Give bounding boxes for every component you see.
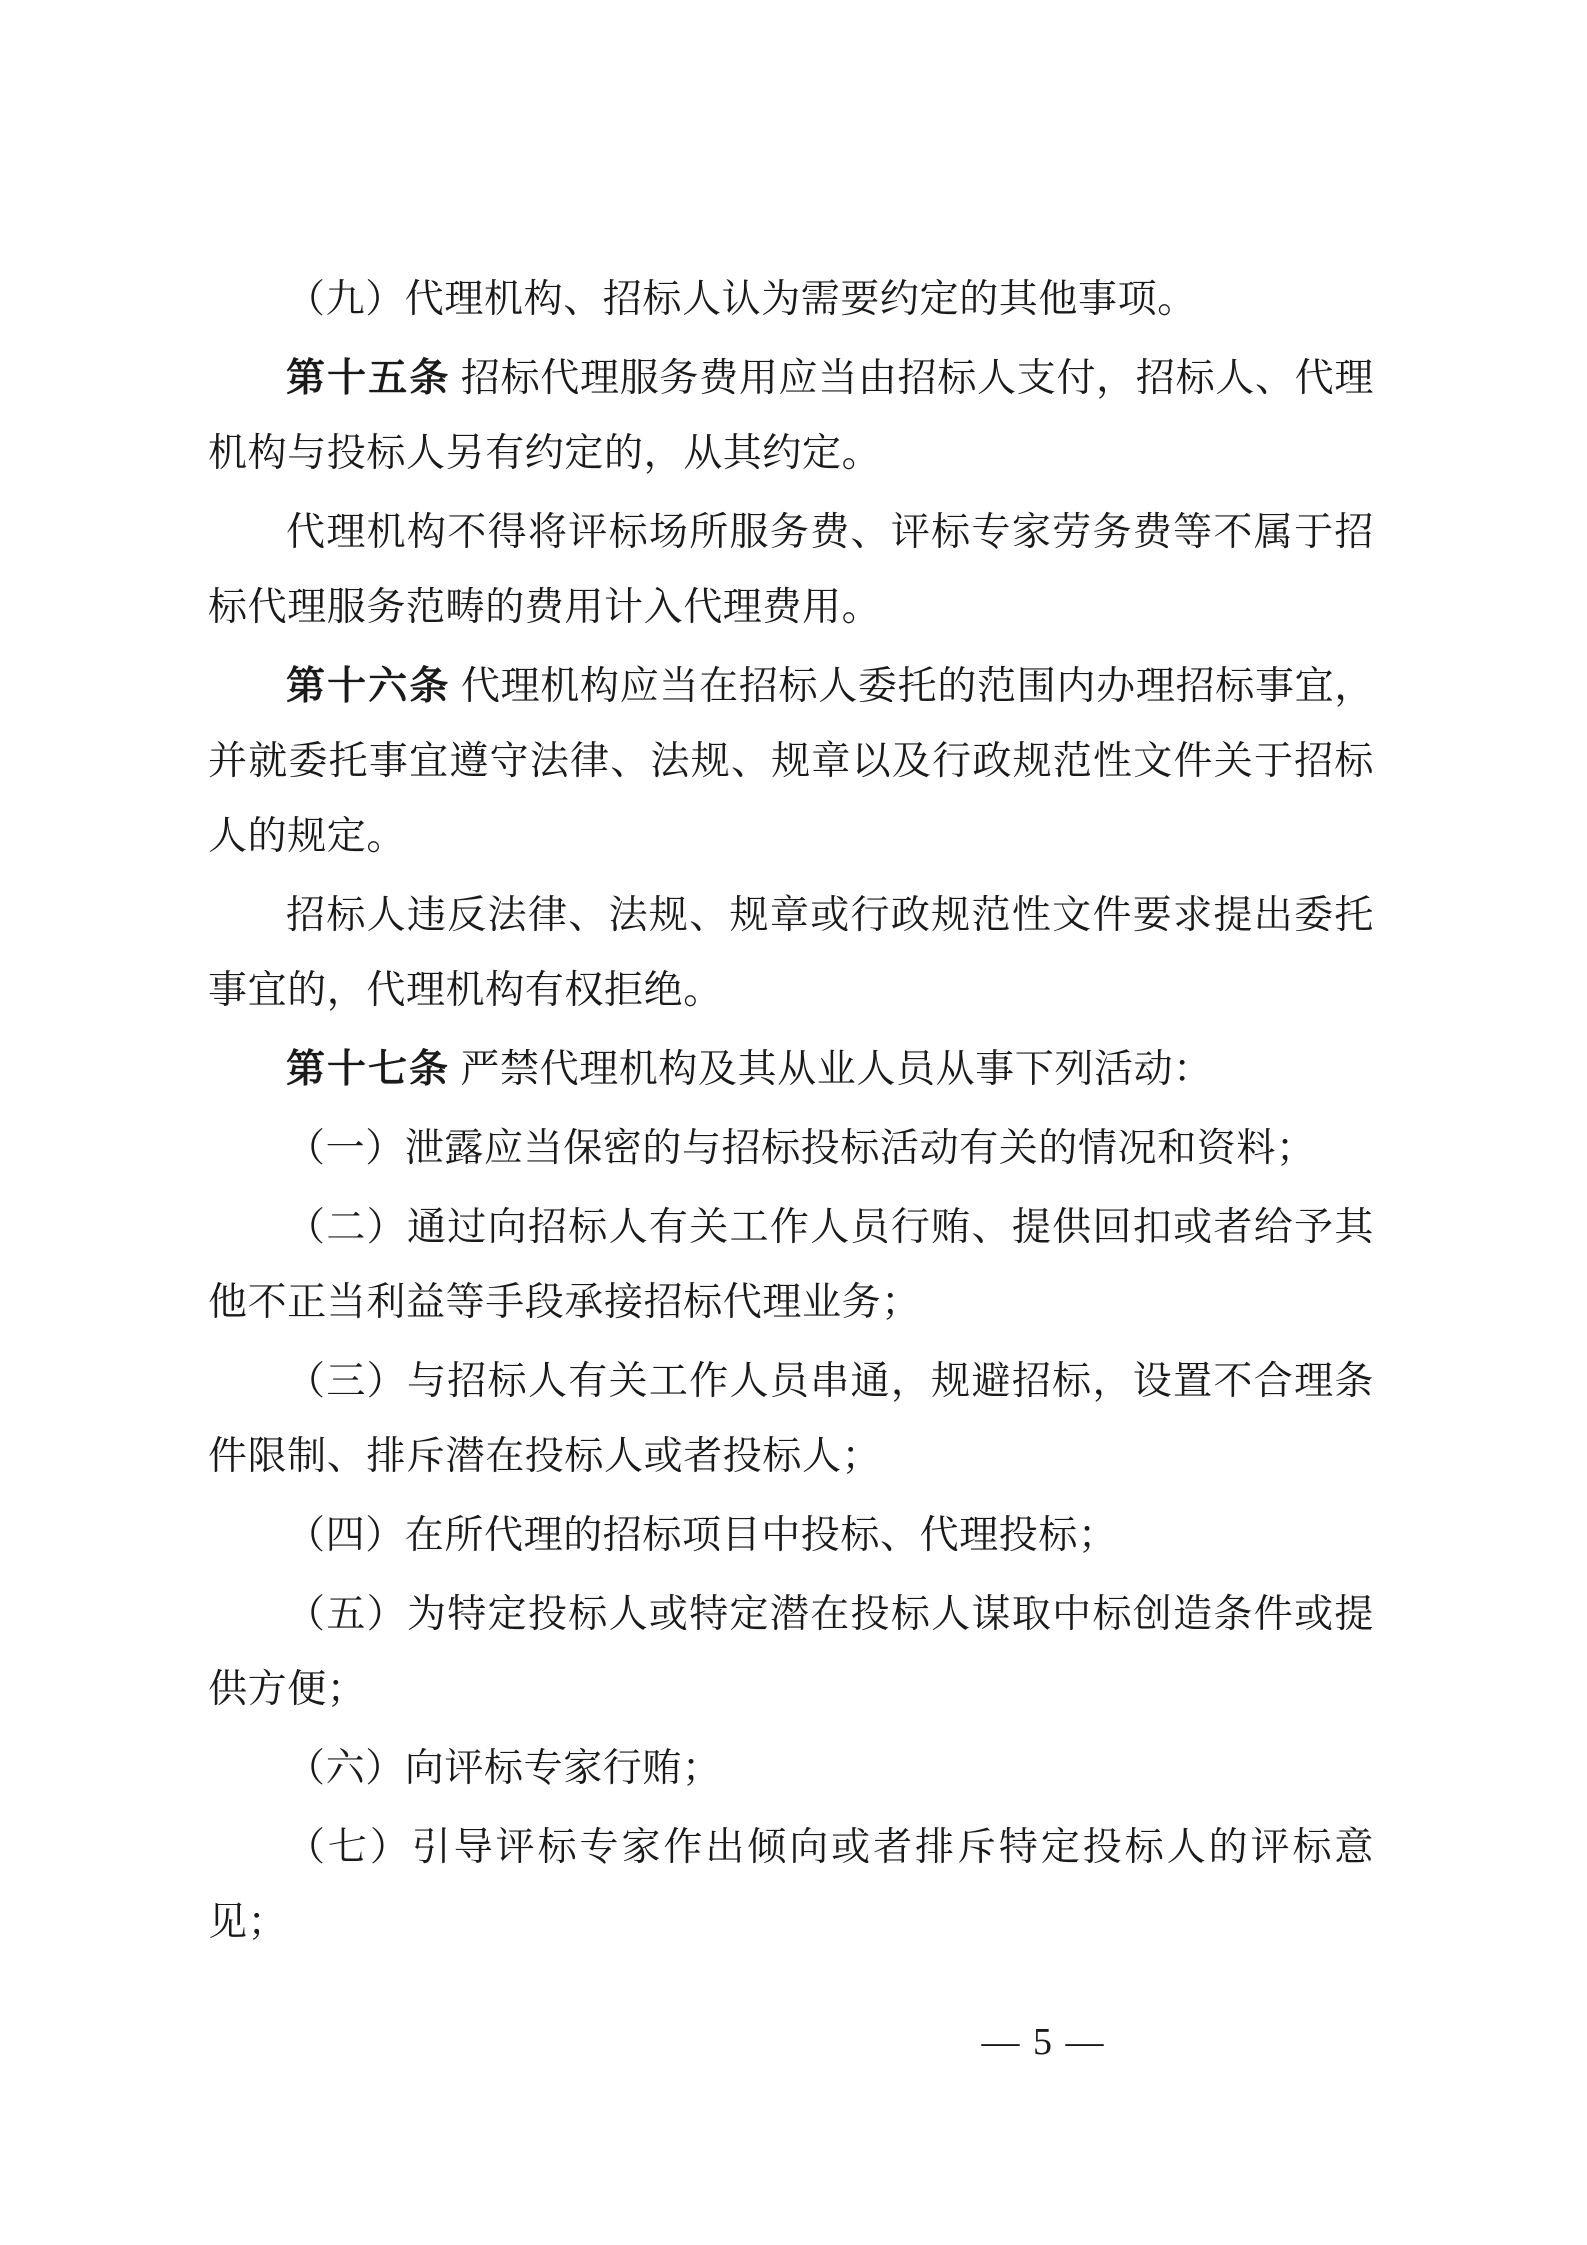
paragraph-text: 招标人违反法律、法规、规章或行政规范性文件要求提出委托事宜的，代理机构有权拒绝。 [208,894,1374,1012]
article-paragraph [208,1032,1374,1107]
paragraph-text: （五）为特定投标人或特定潜在投标人谋取中标创造条件或提供方便； [208,1593,1374,1711]
paragraph-text: （七）引导评标专家作出倾向或者排斥特定投标人的评标意见； [208,1826,1374,1944]
article-text: 招标代理服务费用应当由招标人支付，招标人、代理机构与投标人另有约定的，从其约定。 [208,357,1374,475]
article-paragraph [208,341,1374,491]
paragraph-text: 代理机构不得将评标场所服务费、评标专家劳务费等不属于招标代理服务范畴的费用计入代理费用。 [208,511,1374,629]
document-body [208,262,1374,1964]
article-text: 严禁代理机构及其从业人员从事下列活动： [460,1048,1213,1091]
article-text: 代理机构应当在招标人委托的范围内办理招标事宜，并就委托事宜遵守法律、法规、规章以及行政规范性文件关于招标人的规定。 [208,665,1374,858]
article-label: 第十六条 [286,665,451,708]
article-label: 第十七条 [286,1048,451,1091]
list-item [208,1731,1374,1806]
list-item [208,1190,1374,1340]
list-item [208,1111,1374,1186]
article-label: 第十五条 [286,357,451,400]
list-item [208,1344,1374,1494]
list-item [208,1577,1374,1727]
paragraph-text: （六）向评标专家行贿； [286,1747,722,1790]
list-item [208,1498,1374,1573]
body-paragraph [208,878,1374,1028]
paragraph-text: （九）代理机构、招标人认为需要约定的其他事项。 [286,278,1197,321]
paragraph-text: （三）与招标人有关工作人员串通，规避招标，设置不合理条件限制、排斥潜在投标人或者投标人； [208,1360,1374,1478]
body-paragraph [208,495,1374,645]
page-footer [0,2020,1587,2064]
paragraph-text: （一）泄露应当保密的与招标投标活动有关的情况和资料； [286,1127,1316,1170]
page-number: — 5 — [981,2021,1106,2063]
list-item [208,262,1374,337]
article-paragraph [208,649,1374,874]
paragraph-text: （四）在所代理的招标项目中投标、代理投标； [286,1514,1118,1557]
list-item [208,1810,1374,1960]
paragraph-text: （二）通过向招标人有关工作人员行贿、提供回扣或者给予其他不正当利益等手段承接招标代理业务； [208,1206,1374,1324]
